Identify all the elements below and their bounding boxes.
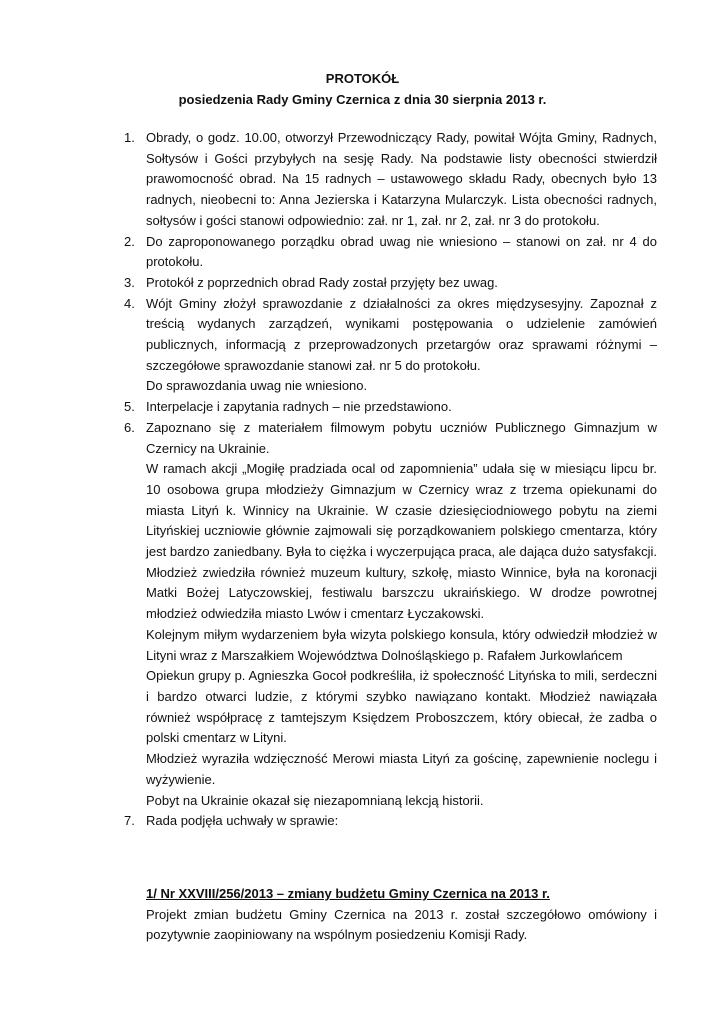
item-number: 7.: [124, 813, 135, 829]
agenda-item: [124, 232, 657, 273]
agenda-item: [124, 418, 657, 811]
item-number: 4.: [124, 295, 135, 311]
item-paragraph: Kolejnym miłym wydarzeniem była wizyta polskiego konsula, który odwiedził młodzież w Lityni wraz z Marszałkiem Województwa Dolnośląskiego p. Rafałem Jurkowlańcem: [146, 626, 657, 663]
agenda-item: [124, 811, 657, 832]
resolution-section: [146, 884, 657, 946]
document-header: [0, 69, 725, 110]
item-paragraph: W ramach akcji „Mogiłę pradziada ocal od zapomnienia” udała się w miesiącu lipcu br. 10 osobowa grupa młodzieży Gimnazjum w Czernicy wraz z trzema opiekunami do miasta Lityń k. Winnicy na Ukrainie. W czasie dziesięciodniowego pobytu na ziemi Lityńskiej uczniowie głównie zajmowali się porządkowaniem polskiego cmentarza, który jest bardzo zaniedbany. Była to ciężka i wyczerpująca praca, ale dająca dużo satysfakcji. Młodzież zwiedziła również muzeum kultury, szkołę, miasto Winnice, była na koronacji Matki Bożej Latyczowskiej, festiwalu barszczu ukraińskiego. W drodze powrotnej młodzież odwiedziła miasto Lwów i cmentarz Łyczakowski.: [146, 461, 657, 622]
item-number: 5.: [124, 399, 135, 415]
agenda-item: [124, 273, 657, 294]
document-title: PROTOKÓŁ: [325, 71, 400, 86]
item-paragraph: Wójt Gminy złożył sprawozdanie z działalności za okres międzysesyjny. Zapoznał z treścią wydanych zarządzeń, wynikami postępowania o udzielenie zamówień publicznych, informacją z przeprowadzonych przetargów oraz sprawami różnymi – szczegółowe sprawozdanie stanowi zał. nr 5 do protokołu.: [146, 295, 657, 373]
item-paragraph: Zapoznano się z materiałem filmowym pobytu uczniów Publicznego Gimnazjum w Czernicy na Ukrainie.: [146, 419, 657, 456]
item-paragraph: Rada podjęła uchwały w sprawie:: [146, 813, 339, 829]
item-paragraph: Pobyt na Ukrainie okazał się niezapomnianą lekcją historii.: [146, 792, 484, 808]
agenda-item: [124, 294, 657, 398]
agenda-list: [124, 128, 657, 832]
agenda-item: [124, 397, 657, 418]
item-paragraph: Obrady, o godz. 10.00, otworzył Przewodniczący Rady, powitał Wójta Gminy, Radnych, Sołtysów i Gości przybyłych na sesję Rady. Na podstawie listy obecności stwierdził prawomocność obrad. Na 15 radnych – ustawowego składu Rady, obecnych było 13 radnych, nieobecni to: Anna Jezierska i Katarzyna Mularczyk. Lista obecności radnych, sołtysów i gości stanowi odpowiednio: zał. nr 1, zał. nr 2, zał. nr 3 do protokołu.: [146, 130, 657, 228]
item-paragraph: Do zaproponowanego porządku obrad uwag nie wniesiono – stanowi on zał. nr 4 do protokołu.: [146, 233, 657, 270]
item-number: 1.: [124, 130, 135, 145]
agenda-item: [124, 128, 657, 232]
item-number: 2.: [124, 233, 135, 249]
item-paragraph: Młodzież wyraziła wdzięczność Merowi miasta Lityń za gościnę, zapewnienie noclegu i wyżywienie.: [146, 751, 657, 787]
resolution-heading: 1/ Nr XXVIII/256/2013 – zmiany budżetu Gminy Czernica na 2013 r.: [146, 886, 550, 901]
item-paragraph: Interpelacje i zapytania radnych – nie przedstawiono.: [146, 399, 452, 415]
item-paragraph: Opiekun grupy p. Agnieszka Gocoł podkreśliła, iż społeczność Lityńska to mili, serdeczni i bardzo otwarci ludzie, z którymi szybko nawiązano kontakt. Młodzież nawiązała również współpracę z tamtejszym Księdzem Proboszczem, który obiecał, że zadba o polski cmentarz w Lityni.: [146, 668, 657, 746]
document-subtitle: posiedzenia Rady Gminy Czernica z dnia 30 sierpnia 2013 r.: [178, 91, 547, 107]
item-paragraph: Do sprawozdania uwag nie wniesiono.: [146, 378, 368, 394]
resolution-text: Projekt zmian budżetu Gminy Czernica na 2013 r. został szczegółowo omówiony i pozytywnie zaopiniowany na wspólnym posiedzeniu Komisji Rady.: [146, 906, 657, 943]
item-number: 3.: [124, 274, 135, 290]
item-paragraph: Protokół z poprzednich obrad Rady został przyjęty bez uwag.: [146, 274, 498, 290]
item-number: 6.: [124, 419, 135, 435]
